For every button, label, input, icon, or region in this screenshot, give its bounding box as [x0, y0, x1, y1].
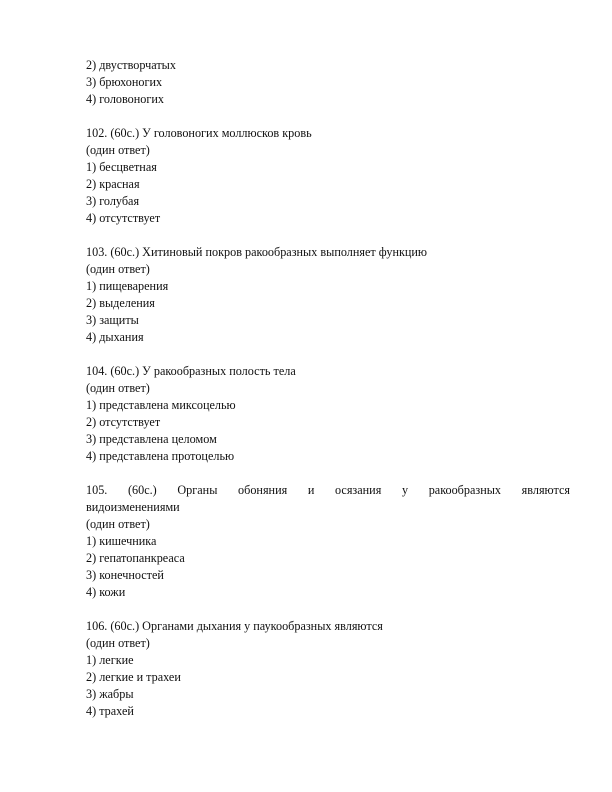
answer-option: 3) конечностей [86, 568, 164, 582]
question-104 [86, 363, 570, 465]
question-103 [86, 244, 570, 346]
question-title-continuation: видоизменениями [86, 500, 180, 514]
answer-option: 2) гепатопанкреаса [86, 551, 185, 565]
answer-option: 3) жабры [86, 687, 134, 701]
question-title: 102. (60с.) У головоногих моллюсков кровь [86, 126, 312, 140]
answer-option: 3) представлена целомом [86, 432, 217, 446]
answer-mode: (один ответ) [86, 143, 150, 157]
title-word: обоняния [238, 483, 288, 497]
previous-question-options [86, 57, 570, 108]
answer-option: 4) представлена протоцелью [86, 449, 235, 463]
answer-option: 2) выделения [86, 296, 155, 310]
question-title: 106. (60с.) Органами дыхания у паукообразных являются [86, 619, 383, 633]
document-page [86, 57, 570, 720]
answer-option: 3) голубая [86, 194, 140, 208]
answer-option: 2) легкие и трахеи [86, 670, 181, 684]
answer-option: 3) брюхоногих [86, 75, 163, 89]
title-word: у [401, 483, 409, 497]
answer-option: 2) красная [86, 177, 140, 191]
answer-mode: (один ответ) [86, 517, 150, 531]
answer-option: 4) дыхания [86, 330, 144, 344]
title-word: осязания [335, 483, 382, 497]
answer-option: 1) кишечника [86, 534, 157, 548]
answer-option: 2) отсутствует [86, 415, 161, 429]
title-word: ракообразных [428, 483, 502, 497]
answer-option: 1) легкие [86, 653, 134, 667]
answer-option: 2) двустворчатых [86, 58, 176, 72]
answer-option: 3) защиты [86, 313, 139, 327]
title-word: 105. [86, 483, 108, 497]
answer-option: 1) бесцветная [86, 160, 157, 174]
answer-option: 4) кожи [86, 585, 126, 599]
title-word: являются [521, 483, 570, 497]
title-word: и [307, 483, 315, 497]
title-word: (60с.) [127, 483, 157, 497]
question-105 [86, 482, 570, 601]
question-title [86, 482, 570, 499]
answer-option: 4) отсутствует [86, 211, 161, 225]
question-title: 103. (60с.) Хитиновый покров ракообразных выполняет функцию [86, 245, 428, 259]
answer-option: 4) трахей [86, 704, 134, 718]
answer-mode: (один ответ) [86, 636, 150, 650]
answer-option: 1) пищеварения [86, 279, 169, 293]
title-word: Органы [177, 483, 218, 497]
answer-option: 1) представлена миксоцелью [86, 398, 236, 412]
question-title: 104. (60с.) У ракообразных полость тела [86, 364, 296, 378]
question-106 [86, 618, 570, 720]
question-102 [86, 125, 570, 227]
answer-mode: (один ответ) [86, 381, 150, 395]
answer-option: 4) головоногих [86, 92, 164, 106]
answer-mode: (один ответ) [86, 262, 150, 276]
